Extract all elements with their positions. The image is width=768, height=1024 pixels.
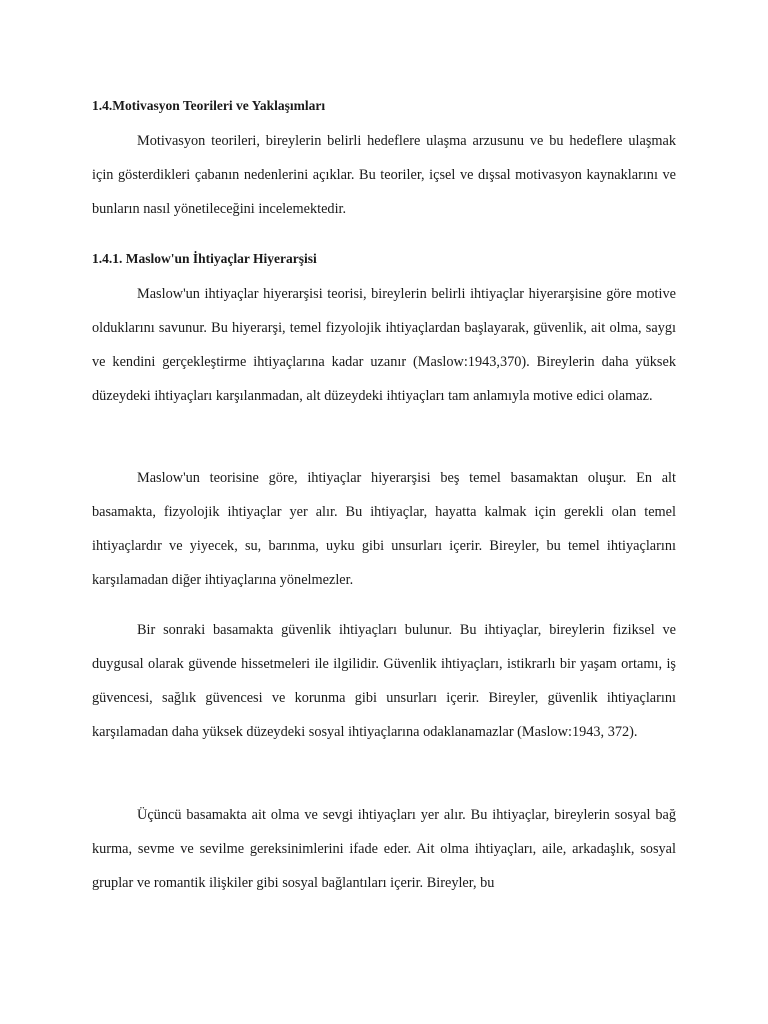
paragraph: Bir sonraki basamakta güvenlik ihtiyaçları bulunur. Bu ihtiyaçlar, bireylerin fiziksel ve duygusal olarak güvende hissetmeleri ile ilgilidir. Güvenlik ihtiyaçları, istikrarlı bir yaşam ortamı, iş güvencesi, sağlık güvencesi ve korunma gibi unsurları içerir. Bireyler, güvenlik ihtiyaçlarını karşılamadan daha yüksek düzeydeki sosyal ihtiyaçlarına odaklanamazlar (Maslow:1943, 372). bbox=[92, 622, 676, 740]
section-heading: 1.4.Motivasyon Teorileri ve Yaklaşımları bbox=[92, 98, 326, 113]
subsection-heading: 1.4.1. Maslow'un İhtiyaçlar Hiyerarşisi bbox=[92, 251, 317, 266]
paragraph: Motivasyon teorileri, bireylerin belirli hedeflere ulaşma arzusunu ve bu hedeflere ulaşmak için gösterdikleri çabanın nedenlerini açıklar. Bu teoriler, içsel ve dışsal motivasyon kaynaklarını ve bunların nasıl yönetileceğini incelemektedir. bbox=[92, 133, 676, 217]
paragraph: Maslow'un teorisine göre, ihtiyaçlar hiyerarşisi beş temel basamaktan oluşur. En alt basamakta, fizyolojik ihtiyaçlar yer alır. Bu ihtiyaçlar, hayatta kalmak için gerekli olan temel ihtiyaçlardır ve yiyecek, su, barınma, uyku gibi unsurları içerir. Bireyler, bu temel ihtiyaçlarını karşılamadan diğer ihtiyaçlarına yönelmezler. bbox=[92, 470, 676, 588]
paragraph: Üçüncü basamakta ait olma ve sevgi ihtiyaçları yer alır. Bu ihtiyaçlar, bireylerin sosyal bağ kurma, sevme ve sevilme gereksinimlerini ifade eder. Ait olma ihtiyaçları, aile, arkadaşlık, sosyal gruplar ve romantik ilişkiler gibi sosyal bağlantıları içerir. Bireyler, bu bbox=[92, 807, 676, 891]
paragraph: Maslow'un ihtiyaçlar hiyerarşisi teorisi, bireylerin belirli ihtiyaçlar hiyerarşisine göre motive olduklarını savunur. Bu hiyerarşi, temel fizyolojik ihtiyaçlardan başlayarak, güvenlik, ait olma, saygı ve kendini gerçekleştirme ihtiyaçlarına kadar uzanır (Maslow:1943,370). Bireylerin daha yüksek düzeydeki ihtiyaçları karşılanmadan, alt düzeydeki ihtiyaçları tam anlamıyla motive edici olamaz. bbox=[92, 286, 676, 404]
